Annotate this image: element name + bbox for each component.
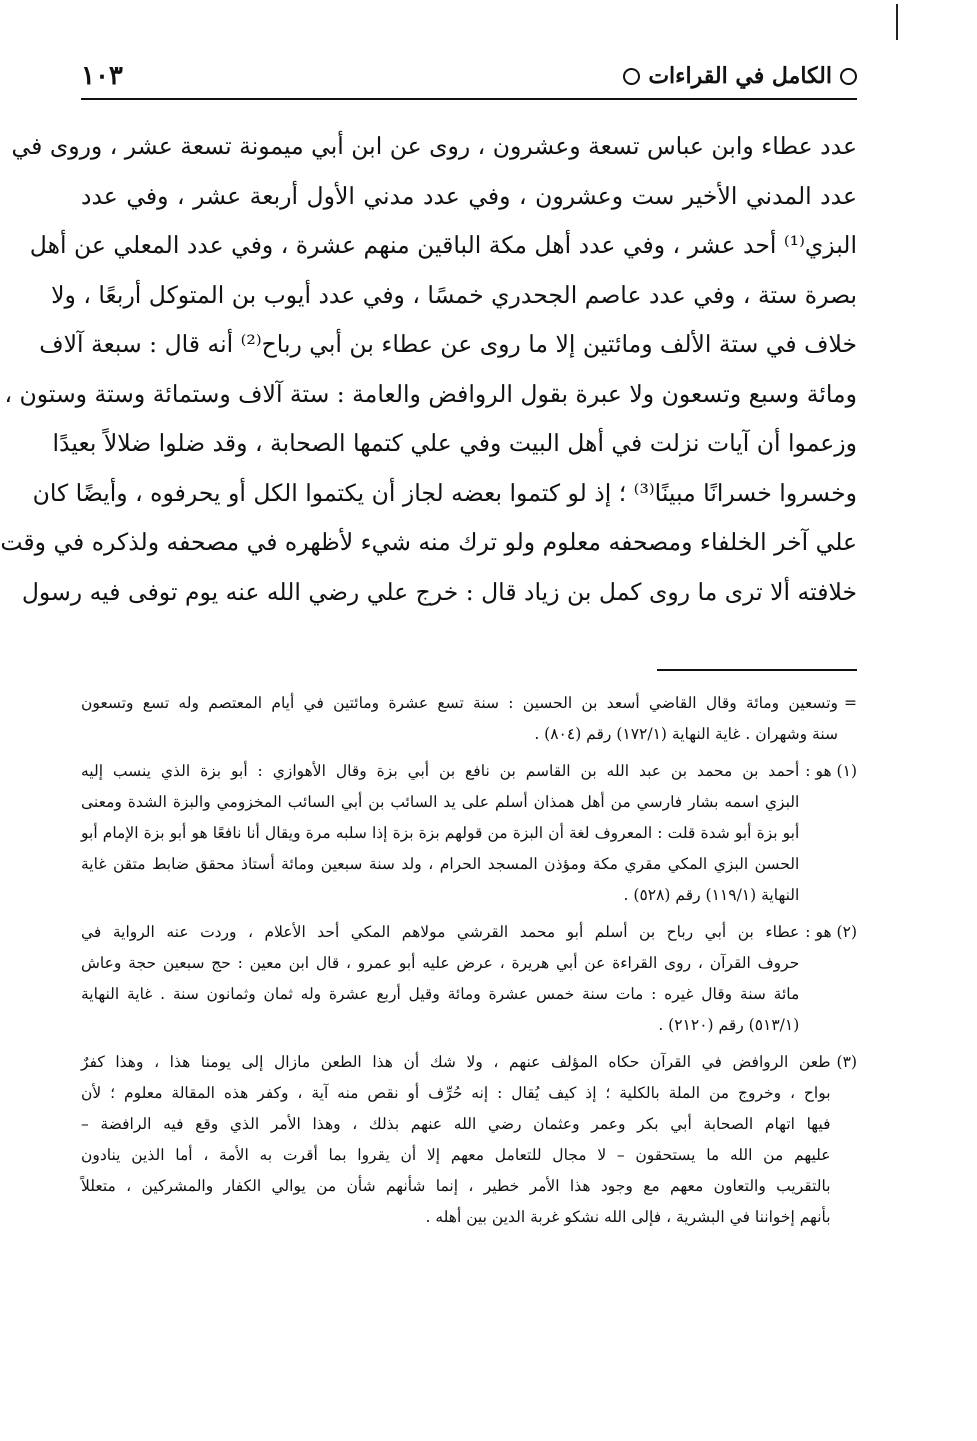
footnotes bbox=[81, 688, 857, 1239]
footnote-line: مائة سنة وقال غيره : مات سنة خمس عشرة ومائة وقيل أربع عشرة وله ثمان وثمانون سنة . غاية النهاية bbox=[81, 985, 800, 1003]
main-text bbox=[0, 122, 857, 617]
running-title bbox=[623, 63, 857, 89]
footnote-line: وتسعين ومائة وقال القاضي أسعد بن الحسين : سنة تسع عشرة ومائتين في أيام المعتصم وله تسع وتسعون bbox=[81, 694, 838, 712]
footnote-marker: = bbox=[844, 694, 857, 712]
main-text-line: وزعموا أن آيات نزلت في أهل البيت وفي علي كتمها الصحابة ، وقد ضلوا ضلالاً بعيدًا bbox=[52, 429, 857, 457]
footnote-line: أبو بزة أبو شدة قلت : المعروف لغة أن البزة من قولهم بزة بزة إذا سلبه مرة ويقال أنا نافعًا هو أبو بزة الإمام أبو bbox=[81, 824, 800, 842]
footnote-line: عطاء بن أبي رباح بن أسلم أبو محمد القرشي مولاهم المكي أحد الأعلام ، وردت عنه الرواية في bbox=[81, 923, 800, 941]
main-text-line: وخسروا خسرانًا مبينًا⁽³⁾ ؛ إذ لو كتموا بعضه لجاز أن يكتموا الكل أو يحرفوه ، وأيضًا كان bbox=[32, 478, 857, 507]
main-text-line: خلاف في ستة الألف ومائتين إلا ما روى عن عطاء بن أبي رباح⁽²⁾ أنه قال : سبعة آلاف bbox=[39, 330, 857, 358]
footnote-line: الحسن البزي المكي مقري مكة ومؤذن المسجد الحرام ، ولد سنة سبعين ومائة أستاذ محقق ضابط متقن غاية bbox=[81, 855, 800, 873]
footnote-1 bbox=[81, 756, 857, 911]
circle-ornament-icon bbox=[623, 68, 640, 85]
main-text-line: عدد المدني الأخير ست وعشرون ، وفي عدد مدني الأول أربعة عشر ، وفي عدد bbox=[81, 181, 857, 210]
footnote-line: فيها اتهام الصحابة أبي بكر وعمر وعثمان رضي الله عنهم بذلك ، وهذا الأمر الذي وقع فيه الرافضة – bbox=[81, 1115, 831, 1133]
footnote-line: سنة وشهران . غاية النهاية (١٧٢/١) رقم (٨٠٤) . bbox=[534, 725, 838, 743]
main-text-line: عدد عطاء وابن عباس تسعة وعشرون ، روى عن ابن أبي ميمونة تسعة عشر ، وروى في bbox=[11, 132, 857, 160]
footnote-marker: (٣) bbox=[836, 1053, 857, 1071]
footnote-line: (٥١٣/١) رقم (٢١٢٠) . bbox=[658, 1016, 800, 1034]
footnote-continuation bbox=[81, 688, 857, 750]
main-text-line: بصرة ستة ، وفي عدد عاصم الجحدري خمسًا ، وفي عدد أيوب بن المتوكل أربعًا ، ولا bbox=[51, 280, 857, 309]
footnote-line: حروف القرآن ، روى القراءة عن أبي هريرة ، عرض عليه أبو عمرو ، قال ابن معين : حج سبعين حجة وعاش bbox=[81, 954, 800, 972]
footnote-line: البزي اسمه بشار فارسي من أهل همذان أسلم على يد السائب بن أبي السائب المخزومي والبزة الشدة ومعنى bbox=[81, 793, 800, 811]
main-text-line: ومائة وسبع وتسعون ولا عبرة بقول الروافض والعامة : ستة آلاف وستمائة وستة وستون ، bbox=[4, 379, 857, 408]
main-text-line: خلافته ألا ترى ما روى كمل بن زياد قال : خرج علي رضي الله عنه يوم توفى فيه رسول bbox=[21, 577, 857, 606]
page-header bbox=[81, 56, 857, 96]
page-number: ١٠٣ bbox=[81, 61, 123, 91]
footnote-separator bbox=[657, 669, 857, 671]
footnote-line: طعن الروافض في القرآن حكاه المؤلف عنهم ، ولا شك أن هذا الطعن مازال إلى يومنا هذا ، وهذا كفرٌ bbox=[81, 1053, 831, 1071]
main-text-line: علي آخر الخلفاء ومصحفه معلوم ولو ترك منه شيء لأظهره في مصحفه ولذكره في وقت bbox=[0, 528, 857, 556]
footnote-line: بأنهم إخواننا في البشرية ، فإلى الله نشكو غربة الدين بين أهله . bbox=[425, 1208, 831, 1226]
footnote-2 bbox=[81, 917, 857, 1041]
footnote-marker: (٢) هو : bbox=[805, 923, 857, 941]
footnote-line: أحمد بن محمد بن عبد الله بن القاسم بن نافع بن أبي بزة وقال الأهوازي : أبو بزة الذي ينسب إليه bbox=[81, 762, 800, 780]
footnote-line: بواح ، وخروج من الملة بالكلية ؛ إذ كيف يُقال : إنه حُرِّف أو نقص منه آية ، وكفر هذه المقالة معلوم ؛ لأن bbox=[81, 1084, 831, 1102]
footnote-line: النهاية (١١٩/١) رقم (٥٢٨) . bbox=[623, 886, 800, 904]
footnote-line: عليهم من الله ما يستحقون – لا مجال للتعامل معهم إلا أن يقروا بما أقرت به الأمة ، أما الذين ينادون bbox=[81, 1146, 831, 1164]
page-edge-mark bbox=[896, 4, 898, 40]
footnote-marker: (١) هو : bbox=[805, 762, 857, 780]
running-title-text: الكامل في القراءات bbox=[648, 63, 832, 89]
main-text-line: البزي⁽¹⁾ أحد عشر ، وفي عدد أهل مكة الباقين منهم عشرة ، وفي عدد المعلي عن أهل bbox=[29, 231, 857, 259]
circle-ornament-icon bbox=[840, 68, 857, 85]
footnote-line: بالتقريب والتعاون معهم مع وجود هذا الأمر خطير ، إنما شأنهم شأن من يوالي الكفار والمشركين ، متعللاً bbox=[81, 1177, 831, 1195]
footnote-3 bbox=[81, 1047, 857, 1233]
header-rule bbox=[81, 98, 857, 100]
